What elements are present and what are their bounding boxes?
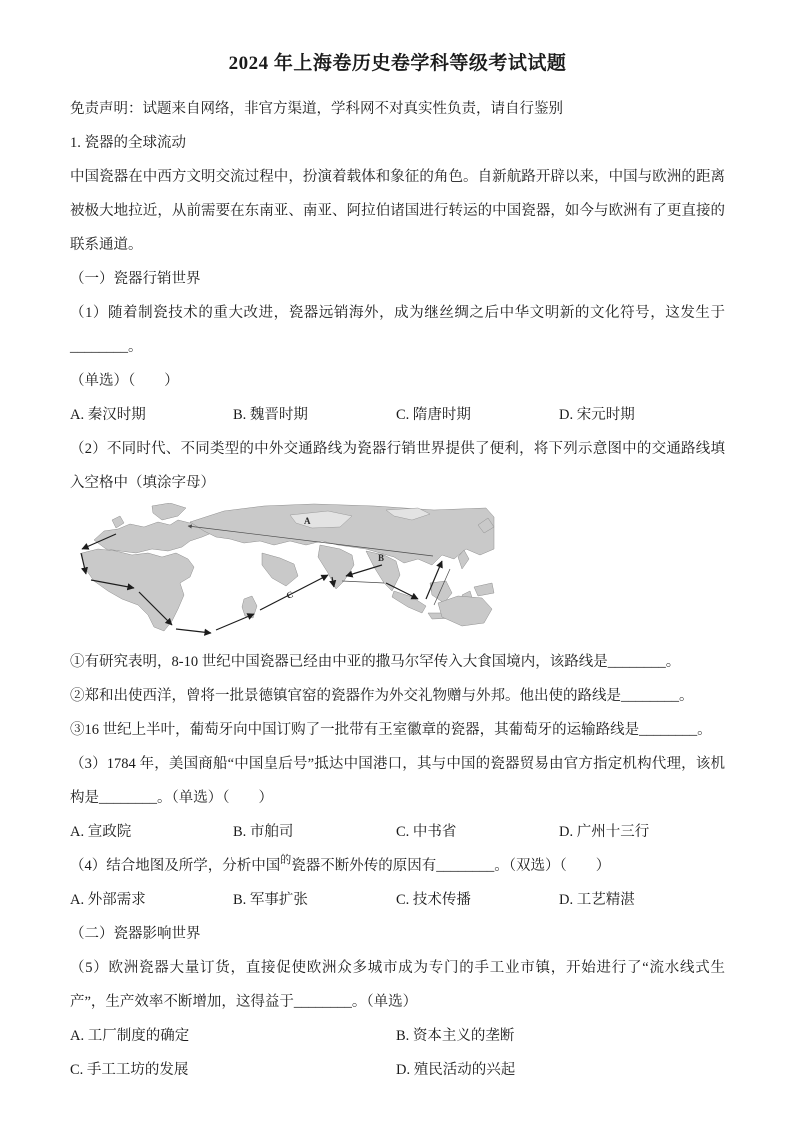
question-2-text: （2）不同时代、不同类型的中外交通路线为瓷器行销世界提供了便利，将下列示意图中的交通路线填入空格中（填涂字母） xyxy=(70,441,725,491)
question-2-sub-1: ①有研究表明，8-10 世纪中国瓷器已经由中亚的撒马尔罕传入大食国境内，该路线是________。 xyxy=(70,654,681,670)
q4-option-c: C. 技术传播 xyxy=(396,892,471,908)
q5-option-d: D. 殖民活动的兴起 xyxy=(396,1062,516,1078)
question-5-options-row-1 xyxy=(70,1019,725,1053)
q3-option-c: C. 中书省 xyxy=(396,824,457,840)
q1-option-c: C. 隋唐时期 xyxy=(396,407,471,423)
map-land-scandinavia xyxy=(152,503,186,520)
q3-option-a: A. 宣政院 xyxy=(70,824,132,840)
q4-text-pre: （4）结合地图及所学，分析中国 xyxy=(70,858,281,874)
question-2-sub-3: ③16 世纪上半叶，葡萄牙向中国订购了一批带有王室徽章的瓷器，其葡萄牙的运输路线是________。 xyxy=(70,722,712,738)
route-map-svg xyxy=(66,503,496,643)
q3-option-b: B. 市舶司 xyxy=(233,824,294,840)
q5-option-b: B. 资本主义的垄断 xyxy=(396,1028,515,1044)
q5-option-c: C. 手工工坊的发展 xyxy=(70,1062,189,1078)
question-3-text: （3）1784 年，美国商船“中国皇后号”抵达中国港口，其与中国的瓷器贸易由官方指定机构代理，该机构是________。（单选）（ ） xyxy=(70,756,725,806)
question-1-answer-type: （单选）（ ） xyxy=(70,373,179,389)
topic-heading: 1. 瓷器的全球流动 xyxy=(70,135,186,151)
q1-option-d: D. 宋元时期 xyxy=(559,407,635,423)
q4-text-post: 瓷器不断外传的原因有________。（双选）（ ） xyxy=(291,858,611,874)
map-route-c-line xyxy=(260,575,328,610)
intro-paragraph: 中国瓷器在中西方文明交流过程中，扮演着载体和象征的角色。自新航路开辟以来，中国与欧洲的距离被极大地拉近，从前需要在东南亚、南亚、阿拉伯诸国进行转运的中国瓷器，如今与欧洲有了更直接的联系通道。 xyxy=(70,169,725,253)
q5-option-a: A. 工厂制度的确定 xyxy=(70,1028,190,1044)
question-4-text xyxy=(70,849,725,883)
map-label-b: B xyxy=(378,553,385,563)
map-route-indianocean-1 xyxy=(216,614,254,630)
q1-option-a: A. 秦汉时期 xyxy=(70,407,146,423)
map-land-arabia xyxy=(262,553,298,586)
map-land-australia xyxy=(438,596,492,626)
question-3-options xyxy=(70,815,725,849)
q3-option-d: D. 广州十三行 xyxy=(559,824,650,840)
section-1-heading: （一）瓷器行销世界 xyxy=(70,271,201,287)
question-5-options-row-2 xyxy=(70,1053,725,1087)
q4-option-b: B. 军事扩张 xyxy=(233,892,308,908)
question-5-text: （5）欧洲瓷器大量订货，直接促使欧洲众多城市成为专门的手工业市镇，开始进行了“流水线式生产”，生产效率不断增加，这得益于________。（单选） xyxy=(70,960,725,1010)
q1-option-b: B. 魏晋时期 xyxy=(233,407,308,423)
map-route-b-2 xyxy=(342,581,384,583)
map-land-madagascar xyxy=(242,596,257,618)
q4-option-d: D. 工艺精湛 xyxy=(559,892,635,908)
map-land-africa xyxy=(82,549,194,631)
section-2-heading: （二）瓷器影响世界 xyxy=(70,926,201,942)
map-land-new-guinea xyxy=(474,583,494,596)
question-1-options xyxy=(70,398,725,432)
trade-routes-map xyxy=(66,503,496,643)
question-2-sub-2: ②郑和出使西洋，曾将一批景德镇官窑的瓷器作为外交礼物赠与外邦。他出使的路线是________。 xyxy=(70,688,694,704)
map-label-a: A xyxy=(304,516,311,526)
disclaimer-text: 免责声明：试题来自网络，非官方渠道，学科网不对真实性负责，请自行鉴别 xyxy=(70,101,563,117)
page-title: 2024 年上海卷历史卷学科等级考试试题 xyxy=(228,53,567,74)
map-land-britain xyxy=(112,516,124,528)
map-land-india xyxy=(318,545,354,589)
map-route-cape xyxy=(176,629,211,633)
question-4-options xyxy=(70,883,725,917)
q4-superscript: 的 xyxy=(280,854,292,866)
question-1-text: （1）随着制瓷技术的重大改进，瓷器远销海外，成为继丝绸之后中华文明新的文化符号，这发生于________。 xyxy=(70,305,725,355)
q4-option-a: A. 外部需求 xyxy=(70,892,146,908)
map-label-c: C xyxy=(284,589,295,601)
